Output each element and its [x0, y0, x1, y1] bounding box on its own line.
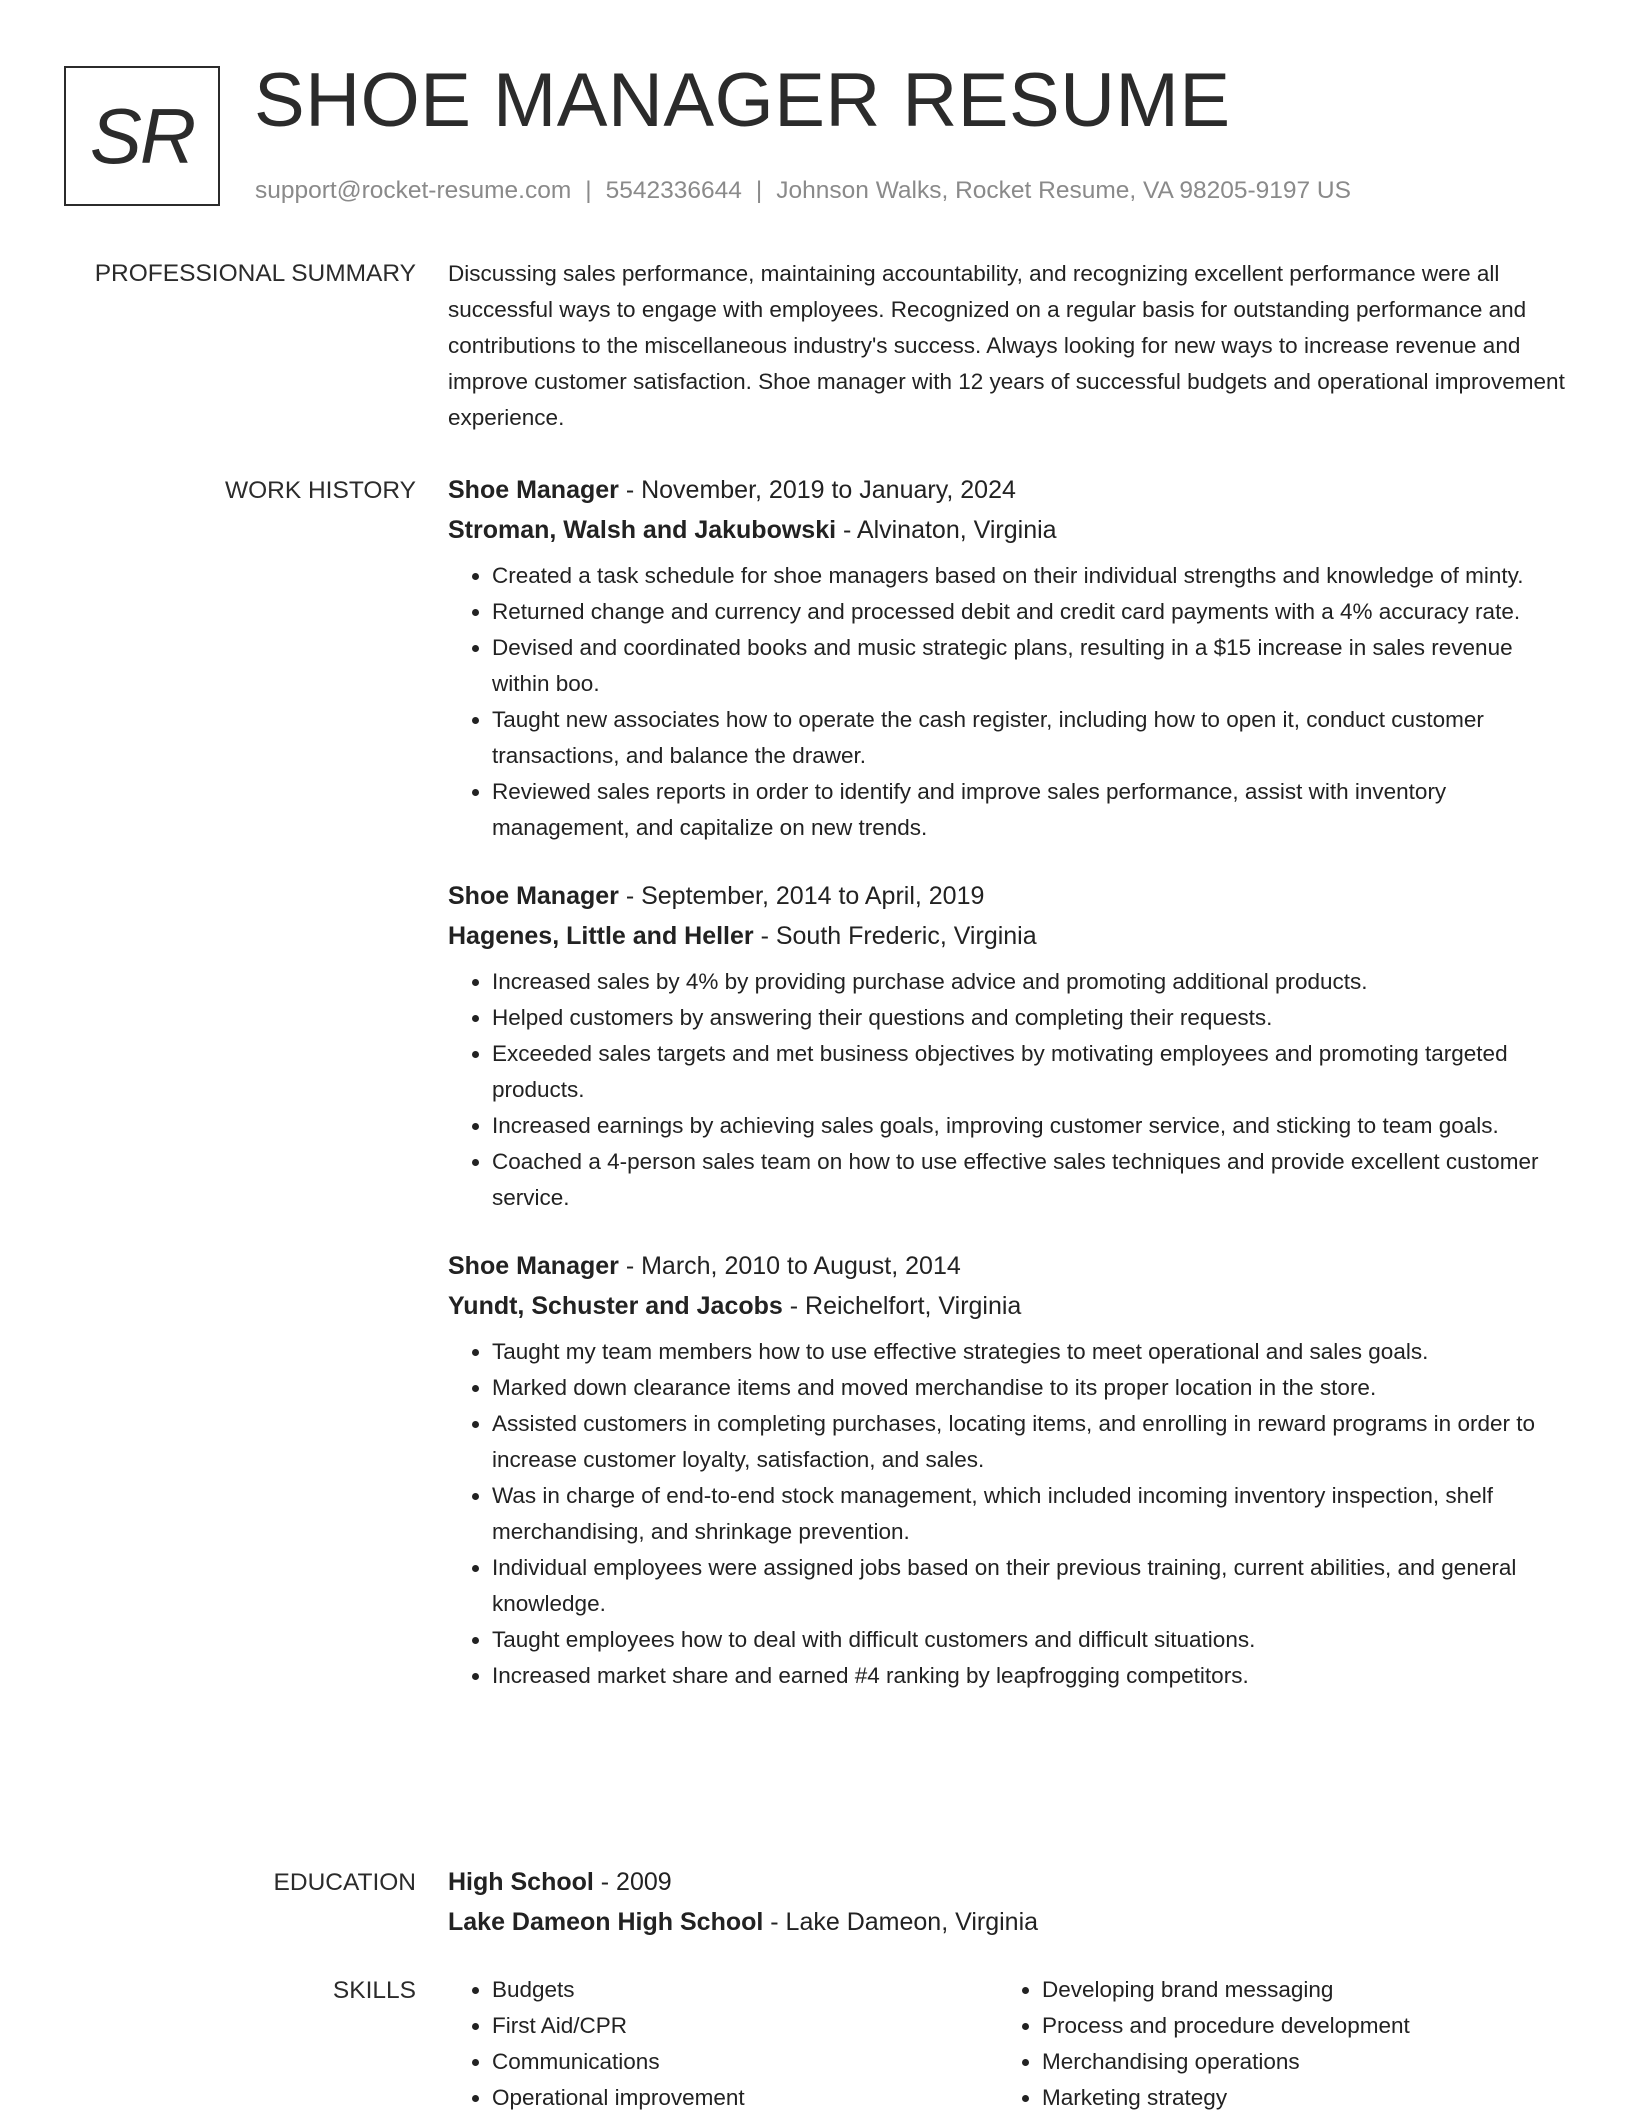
job-title: Shoe Manager [448, 476, 619, 504]
list-item: • Returned change and currency and processed debit and credit card payments with a 4% accuracy rate. [492, 594, 1568, 630]
degree-line [448, 1862, 1568, 1902]
contact-email: support@rocket-resume.com [255, 177, 572, 204]
company-location: - Alvinaton, Virginia [836, 516, 1057, 544]
resume-title: SHOE MANAGER RESUME [254, 58, 1231, 143]
section-label-summary: PROFESSIONAL SUMMARY [94, 260, 416, 287]
list-item: • Operational improvement [492, 2080, 998, 2116]
job-title-line [448, 876, 1568, 916]
contact-separator: | [755, 177, 763, 204]
school-line [448, 1902, 1568, 1942]
list-item: • Coached a 4-person sales team on how to use effective sales techniques and provide excellent customer service. [492, 1144, 1568, 1216]
job-dates: - March, 2010 to August, 2014 [618, 1252, 961, 1280]
skills-list-right [998, 1972, 1548, 2116]
company-location: - Reichelfort, Virginia [782, 1292, 1022, 1320]
list-item: • Developing brand messaging [1042, 1972, 1548, 2008]
list-item: • First Aid/CPR [492, 2008, 998, 2044]
section-label-education: EDUCATION [273, 1869, 416, 1896]
list-item: • Taught new associates how to operate the cash register, including how to open it, conduct customer transactions, and balance the drawer. [492, 702, 1568, 774]
company-line [448, 1286, 1568, 1326]
education-section [448, 1862, 1568, 1942]
skills-column-left [448, 1972, 998, 2116]
company-name: Yundt, Schuster and Jacobs [448, 1292, 783, 1320]
list-item: • Communications [492, 2044, 998, 2080]
list-item: • Taught employees how to deal with difficult customers and difficult situations. [492, 1622, 1568, 1658]
company-name: Stroman, Walsh and Jakubowski [448, 516, 837, 544]
section-label-work-history: WORK HISTORY [224, 477, 416, 504]
list-item: • Marketing strategy [1042, 2080, 1548, 2116]
section-label-skills: SKILLS [332, 1977, 416, 2004]
degree-year: - 2009 [593, 1868, 672, 1896]
job-dates: - November, 2019 to January, 2024 [618, 476, 1016, 504]
job-dates: - September, 2014 to April, 2019 [618, 882, 985, 910]
job-entry [448, 470, 1568, 846]
job-bullets [448, 964, 1568, 1216]
degree-name: High School [448, 1868, 594, 1896]
list-item: • Marked down clearance items and moved merchandise to its proper location in the store. [492, 1370, 1568, 1406]
list-item: • Increased earnings by achieving sales goals, improving customer service, and sticking to team goals. [492, 1108, 1568, 1144]
job-title: Shoe Manager [448, 882, 619, 910]
list-item: • Merchandising operations [1042, 2044, 1548, 2080]
skills-list-left [448, 1972, 998, 2116]
company-line [448, 916, 1568, 956]
list-item: • Increased sales by 4% by providing purchase advice and promoting additional products. [492, 964, 1568, 1000]
job-bullets [448, 1334, 1568, 1694]
list-item: • Helped customers by answering their questions and completing their requests. [492, 1000, 1568, 1036]
company-line [448, 510, 1568, 550]
list-item: • Individual employees were assigned jobs based on their previous training, current abilities, and general knowledge. [492, 1550, 1568, 1622]
list-item: • Budgets [492, 1972, 998, 2008]
school-name: Lake Dameon High School [448, 1908, 764, 1936]
company-name: Hagenes, Little and Heller [448, 922, 754, 950]
skills-grid [448, 1972, 1568, 2116]
list-item: • Exceeded sales targets and met business objectives by motivating employees and promoting targeted products. [492, 1036, 1568, 1108]
list-item: • Created a task schedule for shoe managers based on their individual strengths and knowledge of minty. [492, 558, 1568, 594]
list-item: • Devised and coordinated books and music strategic plans, resulting in a $15 increase in sales revenue within boo. [492, 630, 1568, 702]
contact-phone: 5542336644 [605, 177, 742, 204]
list-item: • Was in charge of end-to-end stock management, which included incoming inventory inspection, shelf merchandising, and shrinkage prevention. [492, 1478, 1568, 1550]
skills-section [448, 1972, 1568, 2116]
list-item: • Assisted customers in completing purchases, locating items, and enrolling in reward programs in order to increase customer loyalty, satisfaction, and sales. [492, 1406, 1568, 1478]
list-item: • Process and procedure development [1042, 2008, 1548, 2044]
summary-section [448, 256, 1568, 436]
list-item: • Taught my team members how to use effective strategies to meet operational and sales goals. [492, 1334, 1568, 1370]
contact-address: Johnson Walks, Rocket Resume, VA 98205-9197 US [776, 177, 1351, 204]
contact-line [255, 174, 1351, 208]
work-history-section [448, 470, 1568, 1724]
job-entry [448, 1246, 1568, 1694]
summary-text: Discussing sales performance, maintaining accountability, and recognizing excellent performance were all successful ways to engage with employees. Recognized on a regular basis for outstanding performance and contributions to the miscellaneous industry's success. Always looking for new ways to increase revenue and improve customer satisfaction. Shoe manager with 12 years of successful budgets and operational improvement experience. [448, 261, 1565, 430]
job-entry [448, 876, 1568, 1216]
monogram-logo: SR [64, 66, 220, 206]
company-location: - South Frederic, Virginia [753, 922, 1037, 950]
contact-separator: | [585, 177, 592, 204]
school-location: - Lake Dameon, Virginia [763, 1908, 1039, 1936]
job-title-line [448, 470, 1568, 510]
job-bullets [448, 558, 1568, 846]
skills-column-right [998, 1972, 1548, 2116]
job-title-line [448, 1246, 1568, 1286]
list-item: • Increased market share and earned #4 ranking by leapfrogging competitors. [492, 1658, 1568, 1694]
job-title: Shoe Manager [448, 1252, 619, 1280]
list-item: • Reviewed sales reports in order to identify and improve sales performance, assist with inventory management, and capitalize on new trends. [492, 774, 1568, 846]
